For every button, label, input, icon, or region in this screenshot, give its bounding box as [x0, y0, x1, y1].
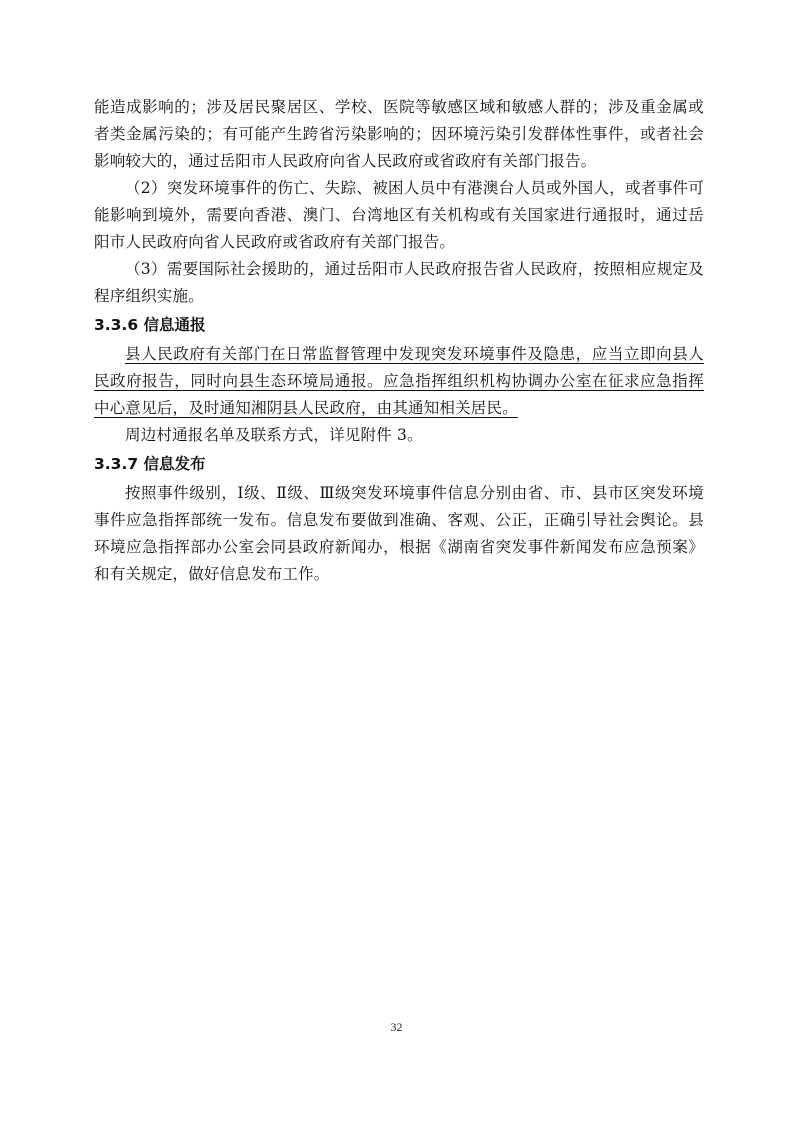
- section-heading-information-notification: 3.3.6 信息通报: [94, 316, 206, 334]
- paragraph-report-conditions: 能造成影响的；涉及居民聚居区、学校、医院等敏感区域和敏感人群的；涉及重金属或者类金属污染的；有可能产生跨省污染影响的；因环境污染引发群体性事件，或者社会影响较大的，通过岳阳市人民政府向省人民政府或省政府有关部门报告。: [94, 98, 704, 170]
- paragraph-international-aid: （3）需要国际社会援助的，通过岳阳市人民政府报告省人民政府，按照相应规定及程序组织实施。: [94, 260, 704, 305]
- page-number: 32: [390, 1020, 403, 1034]
- paragraph-village-contact-list: 周边村通报名单及联系方式，详见附件 3。: [125, 426, 423, 444]
- page-content: [94, 94, 704, 588]
- section-heading-information-release: 3.3.7 信息发布: [94, 455, 206, 473]
- paragraph-foreign-personnel: （2）突发环境事件的伤亡、失踪、被困人员中有港澳台人员或外国人，或者事件可能影响到境外，需要向香港、澳门、台湾地区有关机构或有关国家进行通报时，通过岳阳市人民政府向省人民政府或省政府有关部门报告。: [94, 179, 704, 251]
- underlined-text: 县人民政府有关部门在日常监督管理中发现突发环境事件及隐患，应当立即向县人民政府报告，同时向县生态环境局通报。应急指挥组织机构协调办公室在征求应急指挥中心意见后，及时通知湘阴县人民政府，由其通知相关居民。: [94, 345, 704, 417]
- paragraph-information-release: 按照事件级别，Ⅰ级、Ⅱ级、Ⅲ级突发环境事件信息分别由省、市、县市区突发环境事件应急指挥部统一发布。信息发布要做到准确、客观、公正，正确引导社会舆论。县环境应急指挥部办公室会同县政府新闻办，根据《湖南省突发事件新闻发布应急预案》和有关规定，做好信息发布工作。: [94, 484, 704, 583]
- paragraph-notification-procedure: [94, 341, 704, 422]
